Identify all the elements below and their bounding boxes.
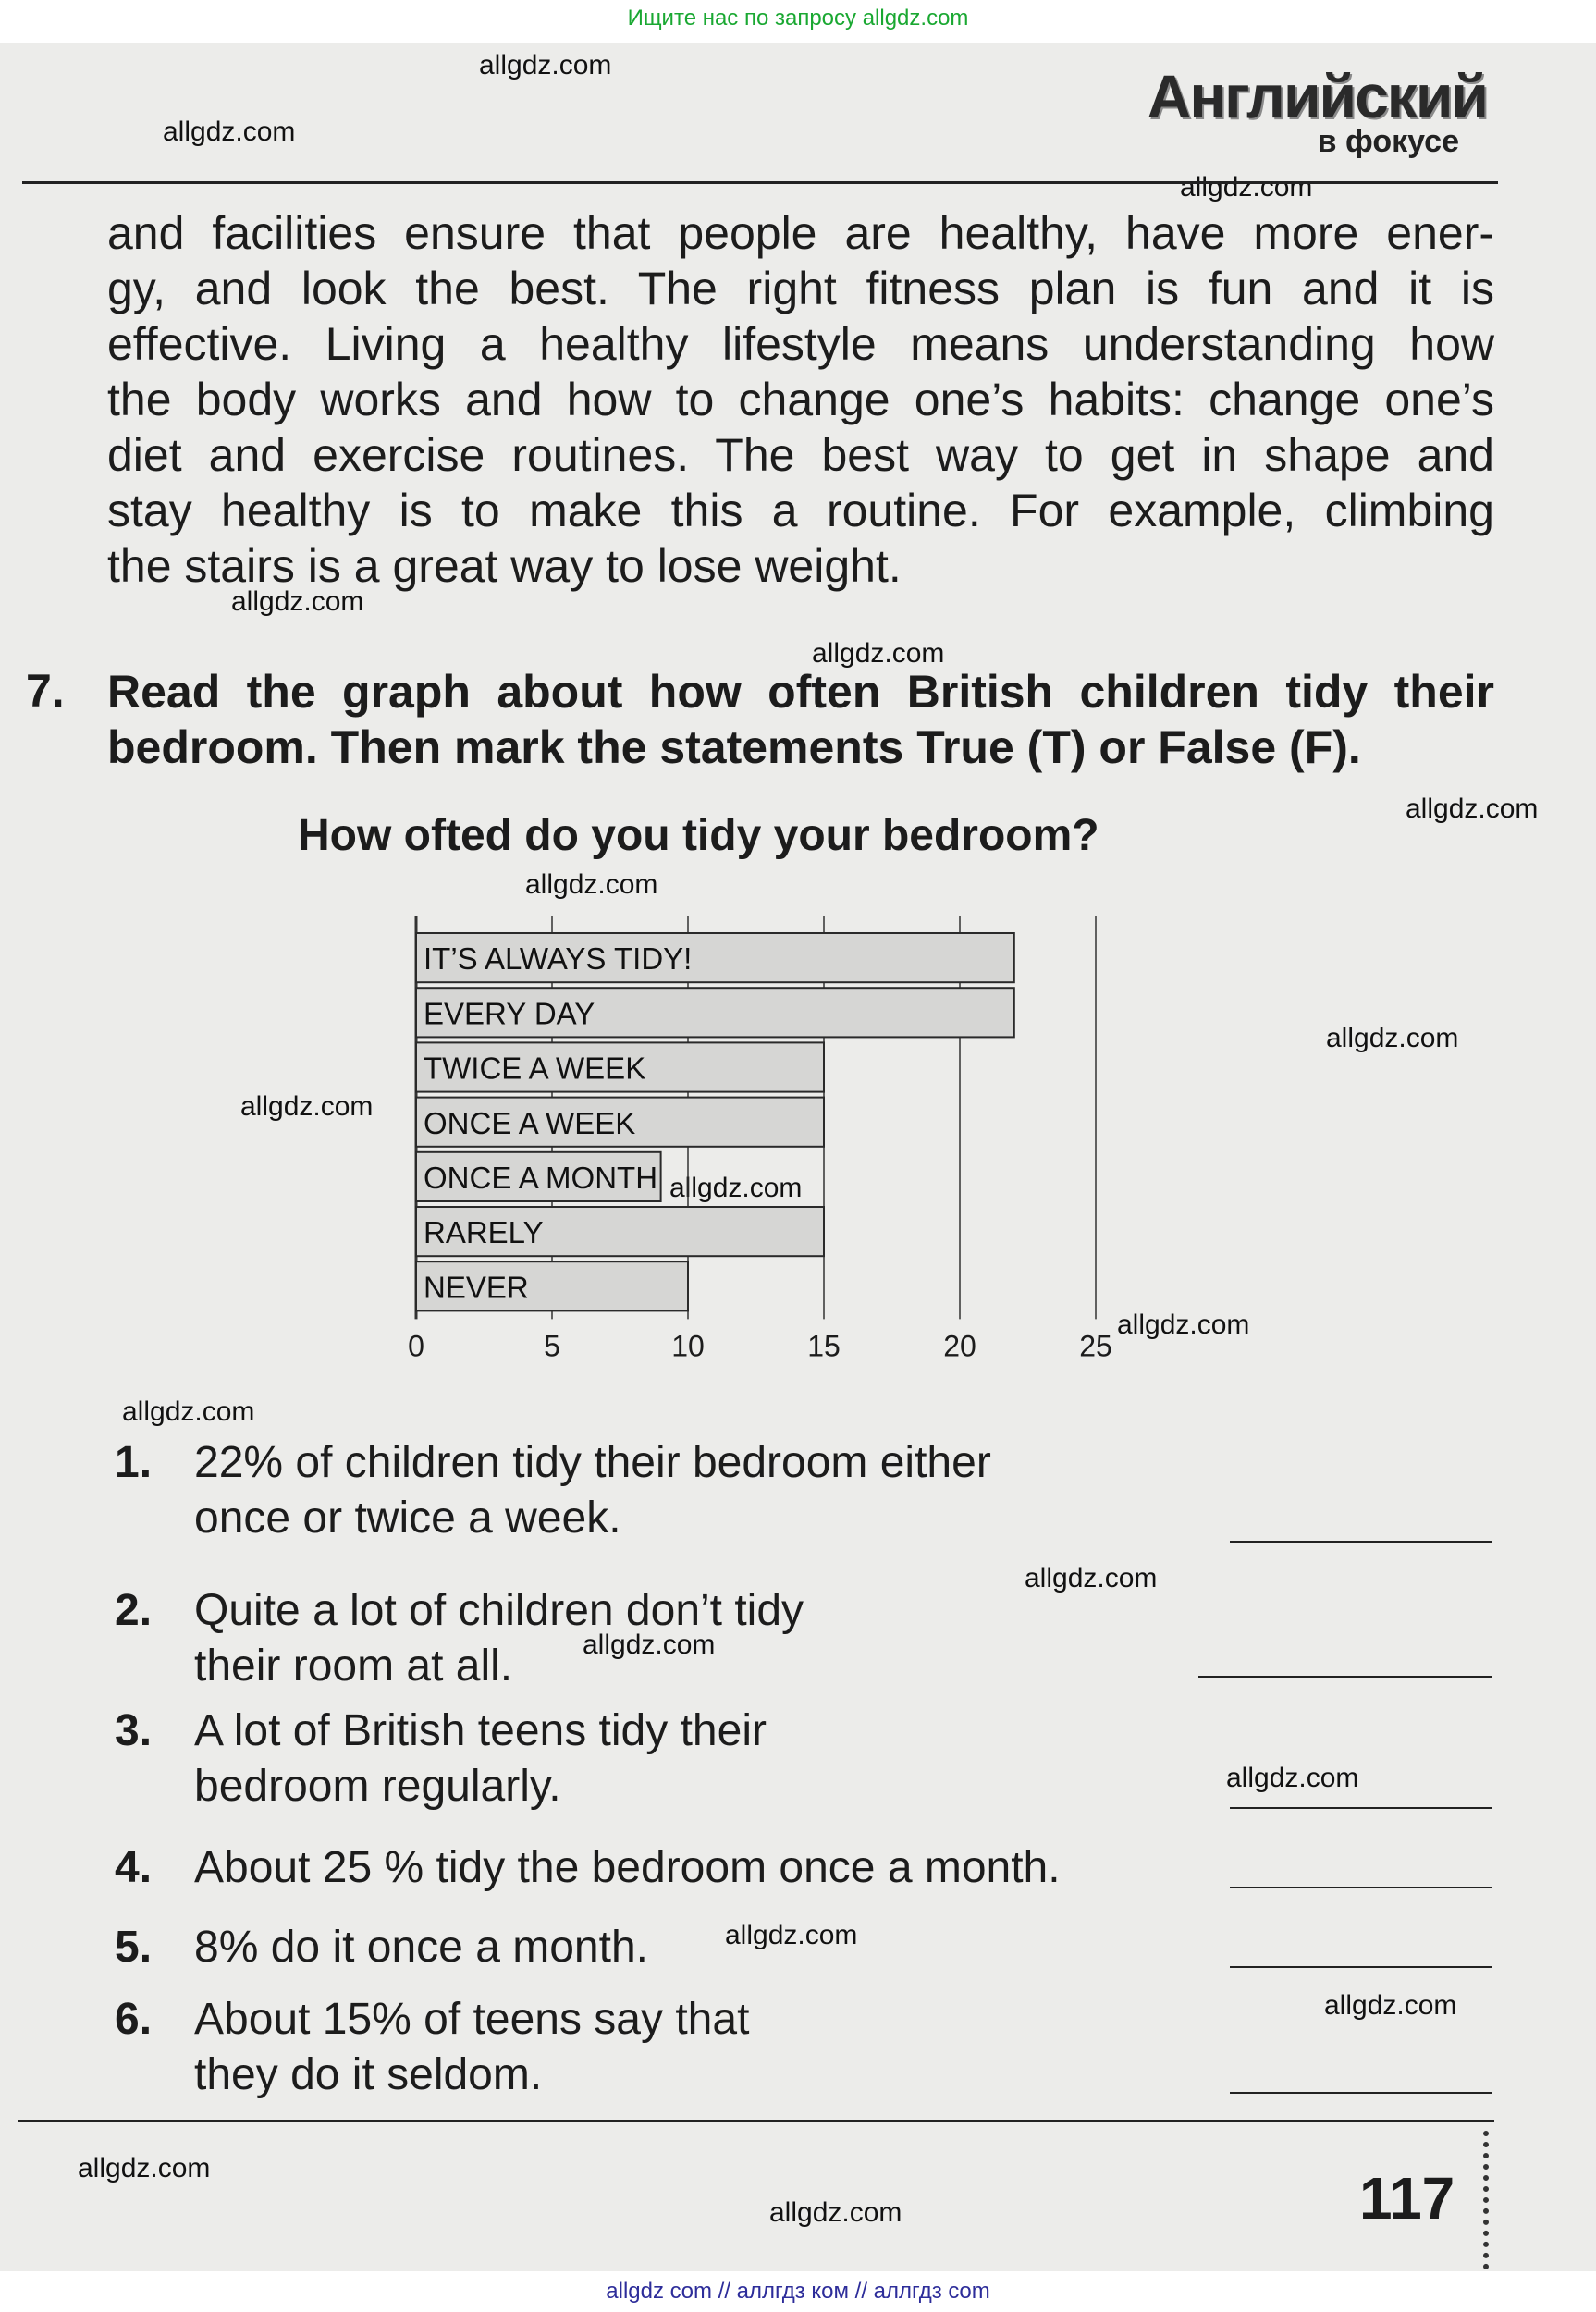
statement-item (115, 1703, 767, 1814)
statement-text: Quite a lot of children don’t tidy (194, 1586, 804, 1635)
answer-line[interactable] (1230, 1807, 1492, 1809)
answer-line[interactable] (1198, 1676, 1492, 1678)
bottom-banner[interactable]: allgdz com // аллгдз ком // аллгдз com (0, 2271, 1596, 2312)
watermark: allgdz.com (1180, 172, 1313, 203)
statement-number: 6. (115, 1995, 153, 2044)
statement-text: bedroom regularly. (194, 1762, 561, 1811)
statement-item (115, 1920, 648, 1975)
statement-item (115, 1840, 1061, 1896)
answer-line[interactable] (1230, 2092, 1492, 2094)
paragraph-line: diet and exercise routines. The best way to get in shape and (107, 429, 1494, 481)
x-tick-label: 25 (1079, 1329, 1112, 1363)
x-tick-label: 20 (943, 1329, 976, 1363)
watermark: allgdz.com (525, 869, 658, 900)
watermark: allgdz.com (1226, 1763, 1359, 1793)
page-number: 117 (1359, 2165, 1455, 2232)
paragraph-line: gy, and look the best. The right fitness plan is fun and it is (107, 263, 1494, 314)
statement-number: 2. (115, 1586, 153, 1635)
x-tick-label: 5 (544, 1329, 560, 1363)
instruction-line: Read the graph about how often British children tidy their (107, 666, 1494, 718)
statement-item (115, 1992, 749, 2103)
logo-title: Английский (1147, 62, 1487, 130)
paragraph-line: the stairs is a great way to lose weight. (107, 540, 902, 592)
x-tick-label: 0 (408, 1329, 424, 1363)
bar-category-label: ONCE A MONTH (424, 1161, 658, 1195)
statement-text: About 15% of teens say that (194, 1995, 750, 2044)
statement-text: their room at all. (194, 1642, 513, 1691)
watermark: allgdz.com (1326, 1023, 1459, 1053)
paragraph-line: and facilities ensure that people are healthy, have more ener- (107, 207, 1494, 259)
statement-text: A lot of British teens tidy their (194, 1706, 767, 1755)
statement-item (115, 1435, 991, 1546)
watermark: allgdz.com (122, 1396, 255, 1427)
statement-number: 1. (115, 1438, 153, 1487)
footer-divider (18, 2120, 1494, 2122)
watermark: allgdz.com (479, 50, 612, 80)
instruction-line: bedroom. Then mark the statements True (T) or False (F). (107, 721, 1361, 773)
exercise-number: 7. (26, 665, 65, 717)
statement-text: once or twice a week. (194, 1494, 621, 1543)
watermark: allgdz.com (1324, 1990, 1457, 2021)
watermark: allgdz.com (812, 638, 945, 669)
chart-title: How ofted do you tidy your bedroom? (298, 811, 1099, 860)
statement-text: 22% of children tidy their bedroom either (194, 1438, 991, 1487)
bar-category-label: TWICE A WEEK (424, 1051, 646, 1086)
bar-category-label: IT’S ALWAYS TIDY! (424, 941, 693, 977)
statement-number: 4. (115, 1843, 153, 1892)
bar-category-label: RARELY (424, 1215, 544, 1250)
x-tick-label: 10 (671, 1329, 705, 1363)
x-tick-label: 15 (807, 1329, 841, 1363)
watermark: allgdz.com (583, 1629, 716, 1660)
watermark: allgdz.com (725, 1920, 858, 1950)
statement-number: 5. (115, 1923, 153, 1972)
watermark: allgdz.com (769, 2197, 902, 2228)
watermark: allgdz.com (1117, 1310, 1250, 1340)
logo-subtitle: в фокусе (1317, 124, 1459, 159)
answer-line[interactable] (1230, 1541, 1492, 1543)
bar-category-label: EVERY DAY (424, 996, 595, 1031)
statement-text: About 25 % tidy the bedroom once a month. (194, 1843, 1061, 1892)
watermark: allgdz.com (231, 586, 364, 617)
bar-category-label: NEVER (424, 1270, 529, 1305)
bar-category-label: ONCE A WEEK (424, 1105, 636, 1140)
watermark: allgdz.com (240, 1091, 374, 1122)
answer-line[interactable] (1230, 1966, 1492, 1968)
watermark: allgdz.com (163, 117, 296, 147)
statement-text: 8% do it once a month. (194, 1923, 648, 1972)
watermark: allgdz.com (1025, 1563, 1158, 1593)
paragraph-line: stay healthy is to make this a routine. For example, climbing (107, 485, 1494, 536)
statement-item (115, 1583, 804, 1694)
watermark: allgdz.com (669, 1173, 803, 1203)
statement-text: they do it seldom. (194, 2050, 543, 2099)
dotted-edge (1483, 2131, 1494, 2269)
top-banner[interactable]: Ищите нас по запросу allgdz.com (0, 0, 1596, 43)
statement-number: 3. (115, 1706, 153, 1755)
paragraph-line: the body works and how to change one’s habits: change one’s (107, 374, 1494, 425)
answer-line[interactable] (1230, 1887, 1492, 1888)
watermark: allgdz.com (1406, 793, 1539, 824)
watermark: allgdz.com (78, 2153, 211, 2183)
paragraph-line: effective. Living a healthy lifestyle means understanding how (107, 318, 1494, 370)
